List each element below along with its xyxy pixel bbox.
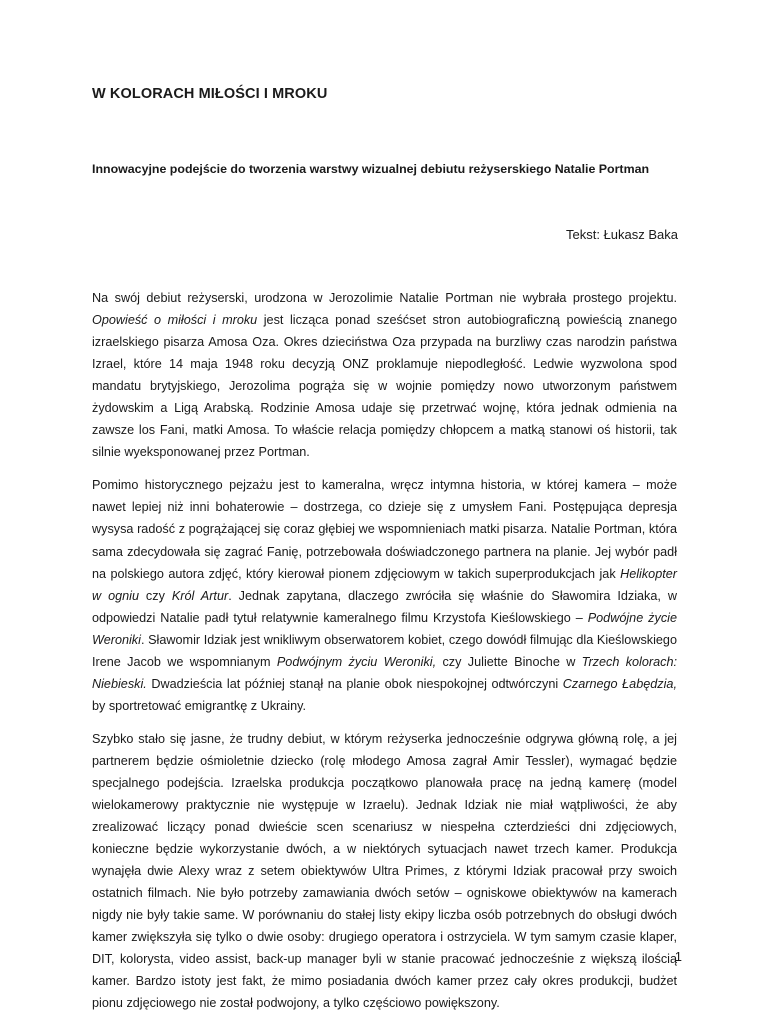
paragraph-text: Szybko stało się jasne, że trudny debiut, w którym reżyserka jednocześnie odgrywa główną rolę, a jej partnerem będzie ośmioletnie dziecko (rolę młodego Amosa zagrał Amir Tessler), wymagać będzie specjalnego podejścia. Izraelska produkcja początkowo planowała pracę na jedną kamerę (model wielokamerowy praktycznie nie występuje w Izraelu). Jednak Idziak nie miał wątpliwości, że aby zrealizować liczący ponad dwieście scen scenariusz w niespełna czterdzieści dni zdjęciowych, konieczne będzie wykorzystanie dwóch, a w niektórych sytuacjach nawet trzech kamer. Produkcja wynajęła dwie Alexy wraz z setem obiektywów Ultra Primes, z którymi Idziak pracował przy swoich ostatnich filmach. Nie było potrzeby zamawiania dwóch setów – ogniskowe obiektywów na kamerach nigdy nie były takie same. W porównaniu do stałej listy ekipy liczba osób potrzebnych do obsługi dwóch kamer zwiększyła się tylko o dwie osoby: drugiego operatora i ostrzyciela. W tym samym czasie klaper, DIT, kolorysta, video assist, back-up manager byli w stanie pracować jednocześnie z większą ilością kamer. Bardzo istoty jest fakt, że mimo posiadania dwóch kamer przez cały okres produkcji, budżet pionu zdjęciowego nie został podwojony, a tylko częściowo powiększony. (92, 731, 677, 1011)
paragraph-2 (92, 474, 677, 717)
italic-title-text: Podwójnym życiu Weroniki, (276, 654, 437, 669)
paragraph-3 (92, 728, 677, 1015)
italic-title-text: Helikopter w ogniu (92, 566, 677, 603)
paragraph-text: Pomimo historycznego pejzażu jest to kameralna, wręcz intymna historia, w której kamera – może nawet lepiej niż inni bohaterowie – dostrzega, co dzieje się z umysłem Fani. Postępująca depresja wysysa radość z pogrążającej się coraz głębiej we wspomnieniach matki pisarza. Natalie Portman, która sama zdecydowała się zagrać Fanię, potrzebowała doświadczonego partnera na planie. Jej wybór padł na polskiego autora zdjęć, który kierował pionem zdjęciowym w takich superprodukcjach jak (92, 478, 677, 581)
italic-title-text: Czarnego Łabędzia, (562, 676, 677, 691)
italic-title-text: Król Artur (171, 588, 229, 603)
paragraph-text: jest licząca ponad sześćset stron autobiograficzną powieścią znanego izraelskiego pisarza Amosa Oza. Okres dzieciństwa Oza przypada na burzliwy czas narodzin państwa Izrael, które 14 maja 1948 roku decyzją ONZ proklamuje niepodległość. Ledwie wyzwolona spod mandatu brytyjskiego, Jerozolima pogrąża się w wojnie pomiędzy nowo utworzonym państwem żydowskim a Ligą Arabską. Rodzinie Amosa udaje się przetrwać wojnę, która jednak odmienia na zawsze los Fani, matki Amosa. To właście relacja pomiędzy chłopcem a matką stanowi oś historii, tak silnie wyeksponowanej przez Portman. (92, 313, 677, 460)
paragraph-1 (92, 287, 677, 463)
page-number: 1 (674, 949, 682, 964)
paragraph-text: . Sławomir Idziak jest wnikliwym obserwatorem kobiet, czego dowódł filmując dla Kieślowskiego Irene Jacob we wspomnianym (92, 632, 677, 669)
article-subtitle: Innowacyjne podejście do tworzenia warstwy wizualnej debiutu reżyserskiego Natalie Portman (92, 162, 650, 176)
article-title: W KOLORACH MIŁOŚCI I MROKU (92, 86, 328, 102)
article-body (92, 287, 677, 1026)
italic-title-text: Opowieść o miłości i mroku (92, 313, 258, 328)
paragraph-text: . Jednak zapytana, dlaczego zwróciła się właśnie do Sławomira Idziaka, w odpowiedzi Natalie padł tytuł relatywnie kameralnego filmu Krzystofa Kieślowskiego – (92, 588, 677, 625)
paragraph-text: Dwadzieścia lat później stanął na planie obok niespokojnej odtwórczyni (146, 676, 563, 691)
paragraph-text: czy (139, 588, 172, 603)
italic-title-text: Trzech kolorach: Niebieski. (92, 654, 677, 691)
paragraph-text: czy Juliette Binoche w (436, 654, 582, 669)
italic-title-text: Podwójne życie Weroniki (92, 610, 677, 647)
paragraph-text: Na swój debiut reżyserski, urodzona w Jerozolimie Natalie Portman nie wybrała prostego projektu. (92, 291, 677, 305)
paragraph-text: by sportretować emigrantkę z Ukrainy. (92, 698, 307, 713)
author-credit: Tekst: Łukasz Baka (566, 227, 678, 242)
